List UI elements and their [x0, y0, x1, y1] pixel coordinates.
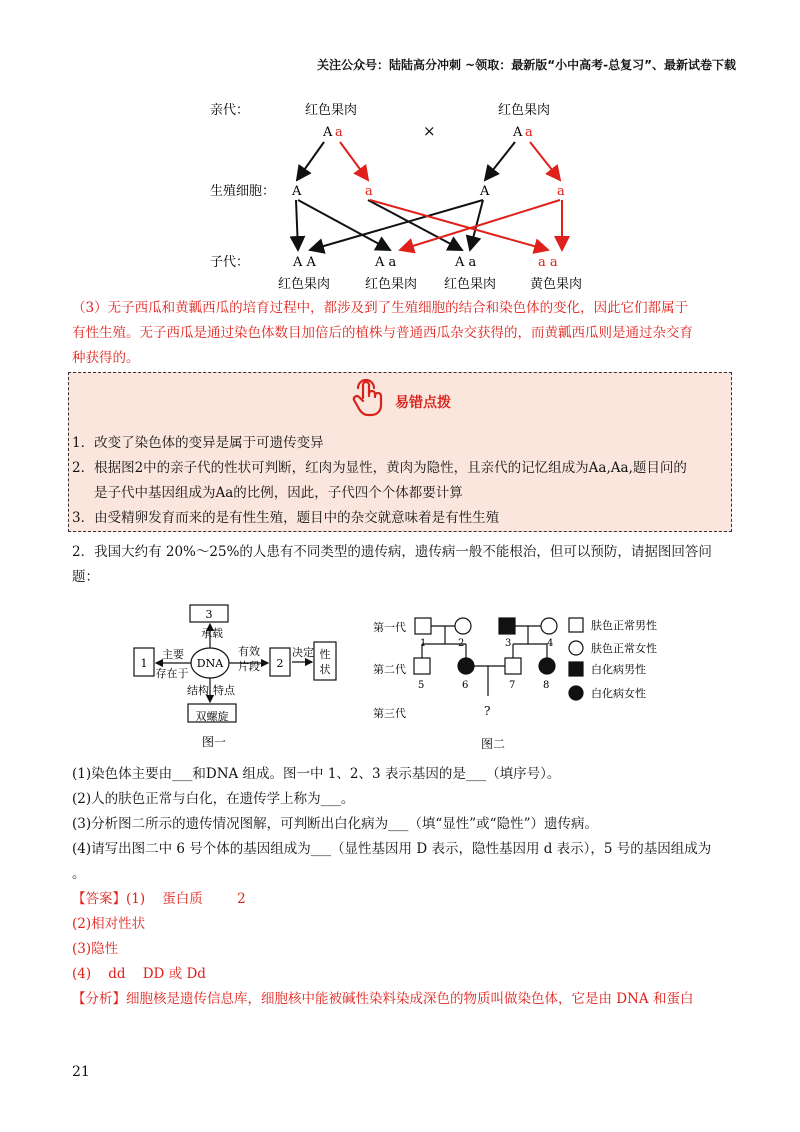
offspring-phenotype-2: 红色果肉	[365, 277, 418, 292]
answer3-line3: 种获得的。	[72, 350, 140, 366]
analysis-label: 【分析】	[72, 991, 126, 1007]
pedigree-num-4: 4	[547, 638, 554, 649]
row-label-parent: 亲代：	[210, 103, 250, 118]
page-number: 21	[72, 1064, 90, 1080]
question-1: (1)染色体主要由___和DNA 组成。图一中 1、2、3 表示基因的是___（填序号）。	[72, 766, 561, 782]
fig2-gen-2: 第二代	[373, 663, 406, 676]
pedigree-num-3: 3	[505, 638, 512, 649]
question-intro-1: 2．我国大约有 20%～25%的人患有不同类型的遗传病，遗传病一般不能根治，但可以预防，请据图回答问	[72, 544, 712, 560]
row-label-gamete: 生殖细胞：	[210, 184, 276, 199]
legend-label-1: 肤色正常男性	[591, 619, 657, 632]
figure-2-pedigree	[365, 606, 710, 754]
pedigree-2-normal-female	[455, 618, 471, 634]
tip-item-2a: 2．根据图2中的亲子代的性状可判断，红肉为显性，黄肉为隐性，且亲代的记忆组成为Aa,Aa,题目问的	[72, 460, 687, 476]
parent-left-a: a	[335, 125, 343, 140]
answer3-line2: 有性生殖。无子西瓜是通过染色体数目加倍后的植株与普通西瓜杂交获得的，而黄瓤西瓜则是通过杂交育	[72, 325, 693, 341]
offspring-phenotype-3: 红色果肉	[444, 277, 497, 292]
row-label-offspring: 子代：	[210, 255, 250, 270]
fig2-caption: 图二	[481, 737, 506, 751]
answer-label: 【答案】	[72, 891, 126, 907]
fig1-label-exist: 存在于	[155, 667, 189, 680]
question-4b: 。	[72, 866, 86, 882]
fig2-gen-1: 第一代	[373, 621, 406, 634]
offspring-genotype-1: A A	[293, 255, 316, 270]
legend-normal-female-icon	[569, 641, 583, 655]
offspring-genotype-3: A a	[455, 255, 477, 270]
fig1-label-main: 主要	[162, 648, 184, 661]
fig2-gen-3: 第三代	[373, 707, 406, 720]
pedigree-num-6: 6	[462, 680, 469, 691]
hand-pointer-icon	[350, 378, 386, 418]
gamete-right-A: A	[480, 184, 490, 199]
question-4a: (4)请写出图二中 6 号个体的基因组成为___（显性基因用 D 表示，隐性基因用 d 表示），5 号的基因组成为	[72, 841, 712, 857]
fig1-label-decide: 决定	[292, 646, 314, 659]
pedigree-7-normal-male	[505, 658, 521, 674]
offspring-genotype-2: A a	[375, 255, 397, 270]
tip-item-1: 1．改变了染色体的变异是属于可遗传变异	[72, 435, 324, 451]
pedigree-6-albino-female	[458, 658, 474, 674]
offspring-genotype-4: a a	[538, 255, 558, 270]
fig1-trait-2: 状	[319, 663, 331, 676]
fig1-label-carry: 承载	[201, 627, 223, 640]
fig1-box-2: 2	[276, 657, 284, 670]
offspring-phenotype-1: 红色果肉	[278, 277, 331, 292]
fig1-helix: 双螺旋	[195, 710, 229, 723]
tips-title: 易错点拨	[395, 395, 451, 411]
pedigree-num-7: 7	[509, 680, 516, 691]
gamete-right-a: a	[557, 184, 565, 199]
parent-left-phenotype: 红色果肉	[305, 103, 358, 118]
question-3: (3)分析图二所示的遗传情况图解，可判断出白化病为___（填“显性”或“隐性”）遗传病。	[72, 816, 598, 832]
legend-label-4: 白化病女性	[591, 687, 646, 700]
question-2: (2)人的肤色正常与白化，在遗传学上称为___。	[72, 791, 355, 807]
fig1-label-feature: 特点	[213, 684, 235, 697]
parent-right-a: a	[525, 125, 533, 140]
pedigree-num-5: 5	[418, 680, 425, 691]
answer-3: (3)隐性	[72, 941, 119, 957]
parent-left-A: A	[323, 125, 333, 140]
answer-4: (4) dd DD 或 Dd	[72, 966, 206, 982]
question-intro-2: 题：	[72, 569, 99, 585]
pedigree-1-normal-male	[415, 618, 431, 634]
fig1-dna: DNA	[196, 657, 224, 670]
fig1-box-3: 3	[205, 608, 213, 621]
page-header: 关注公众号：陆陆高分冲刺 ~领取：最新版“小中高考-总复习”、最新试卷下载	[317, 58, 736, 72]
fig1-trait-1: 性	[319, 648, 331, 661]
pedigree-unknown: ?	[484, 704, 491, 718]
cross-symbol: ×	[423, 122, 436, 140]
parent-right-phenotype: 红色果肉	[498, 103, 551, 118]
fig1-caption: 图一	[201, 735, 227, 749]
pedigree-num-2: 2	[458, 638, 465, 649]
fig1-label-effect: 有效	[238, 645, 260, 658]
pedigree-5-normal-male	[414, 658, 430, 674]
fig1-box-1: 1	[140, 657, 148, 670]
legend-label-3: 白化病男性	[591, 663, 646, 676]
gamete-left-a: a	[365, 184, 373, 199]
cross-diagram	[190, 92, 610, 297]
pedigree-4-normal-female	[541, 618, 557, 634]
tip-item-2b: 是子代中基因组成为Aa的比例，因此，子代四个个体都要计算	[94, 485, 463, 501]
answer-1: (1) 蛋白质 2	[126, 891, 246, 907]
analysis-text: 细胞核是遗传信息库，细胞核中能被碱性染料染成深色的物质叫做染色体，它是由 DNA 和蛋白	[126, 991, 694, 1007]
figure-1-concept-map	[128, 600, 353, 750]
offspring-phenotype-4: 黄色果肉	[530, 277, 583, 292]
pedigree-num-8: 8	[543, 680, 550, 691]
legend-albino-male-icon	[569, 662, 583, 676]
answer-2: (2)相对性状	[72, 916, 146, 932]
pedigree-3-albino-male	[499, 618, 515, 634]
pedigree-8-albino-female	[539, 658, 555, 674]
parent-right-A: A	[513, 125, 523, 140]
legend-label-2: 肤色正常女性	[591, 642, 657, 655]
legend-albino-female-icon	[569, 686, 583, 700]
fig1-label-segment: 片段	[238, 660, 260, 673]
gamete-left-A: A	[292, 184, 302, 199]
legend-normal-male-icon	[569, 618, 583, 632]
tip-item-3: 3．由受精卵发育而来的是有性生殖，题目中的杂交就意味着是有性生殖	[72, 510, 500, 526]
answer3-line1: （3）无子西瓜和黄瓤西瓜的培育过程中，都涉及到了生殖细胞的结合和染色体的变化，因此它们都属于	[72, 300, 689, 316]
pedigree-num-1: 1	[420, 638, 427, 649]
fig1-label-struct: 结构	[187, 684, 209, 697]
